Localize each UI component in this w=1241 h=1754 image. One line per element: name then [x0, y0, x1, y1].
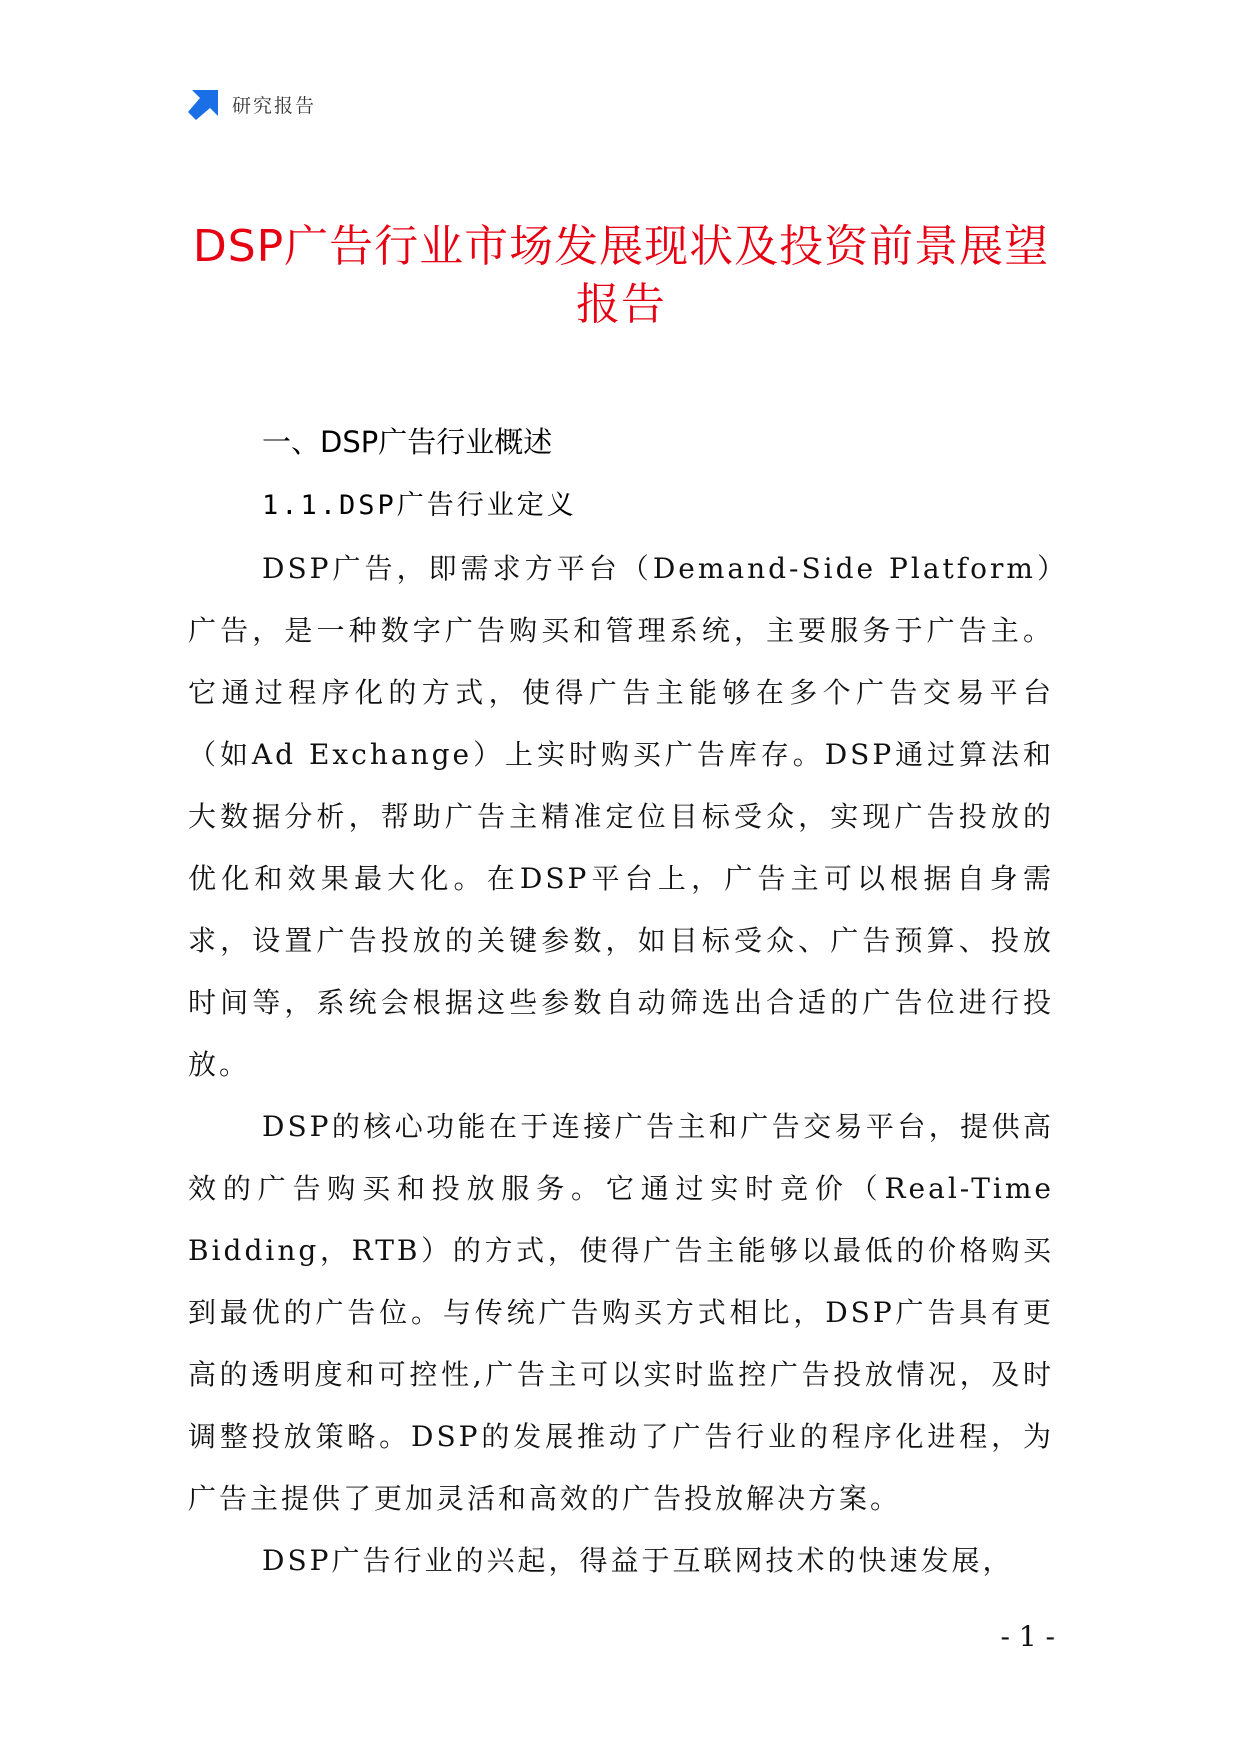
- page-number: [0, 1620, 1241, 1653]
- arrow-up-right-icon: [188, 88, 220, 120]
- page-number-text: - 1 -: [1000, 1620, 1055, 1653]
- header: [188, 88, 316, 120]
- section-heading: 一、DSP广告行业概述: [262, 425, 553, 459]
- paragraph: DSP广告行业的兴起，得益于互联网技术的快速发展，: [262, 1544, 1014, 1577]
- document-title: DSP广告行业市场发展现状及投资前景展望报告: [192, 221, 1050, 330]
- sub-heading: 1.1.DSP广告行业定义: [262, 490, 577, 521]
- paragraph: DSP的核心功能在于连接广告主和广告交易平台，提供高效的广告购买和投放服务。它通过实时竞价（Real-Time Bidding，RTB）的方式，使得广告主能够以最低的价格购买到最优的广告位。与传统广告购买方式相比，DSP广告具有更高的透明度和可控性,广告主可以实时监控广告投放情况，及时调整投放策略。DSP的发展推动了广告行业的程序化进程，为广告主提供了更加灵活和高效的广告投放解决方案。: [188, 1110, 1054, 1515]
- body-text: [188, 538, 1054, 1592]
- paragraph: DSP广告，即需求方平台（Demand-Side Platform）广告，是一种数字广告购买和管理系统，主要服务于广告主。它通过程序化的方式，使得广告主能够在多个广告交易平台（如Ad Exchange）上实时购买广告库存。DSP通过算法和大数据分析，帮助广告主精准定位目标受众，实现广告投放的优化和效果最大化。在DSP平台上，广告主可以根据自身需求，设置广告投放的关键参数，如目标受众、广告预算、投放时间等，系统会根据这些参数自动筛选出合适的广告位进行投放。: [188, 552, 1054, 1081]
- header-label: 研究报告: [232, 94, 317, 117]
